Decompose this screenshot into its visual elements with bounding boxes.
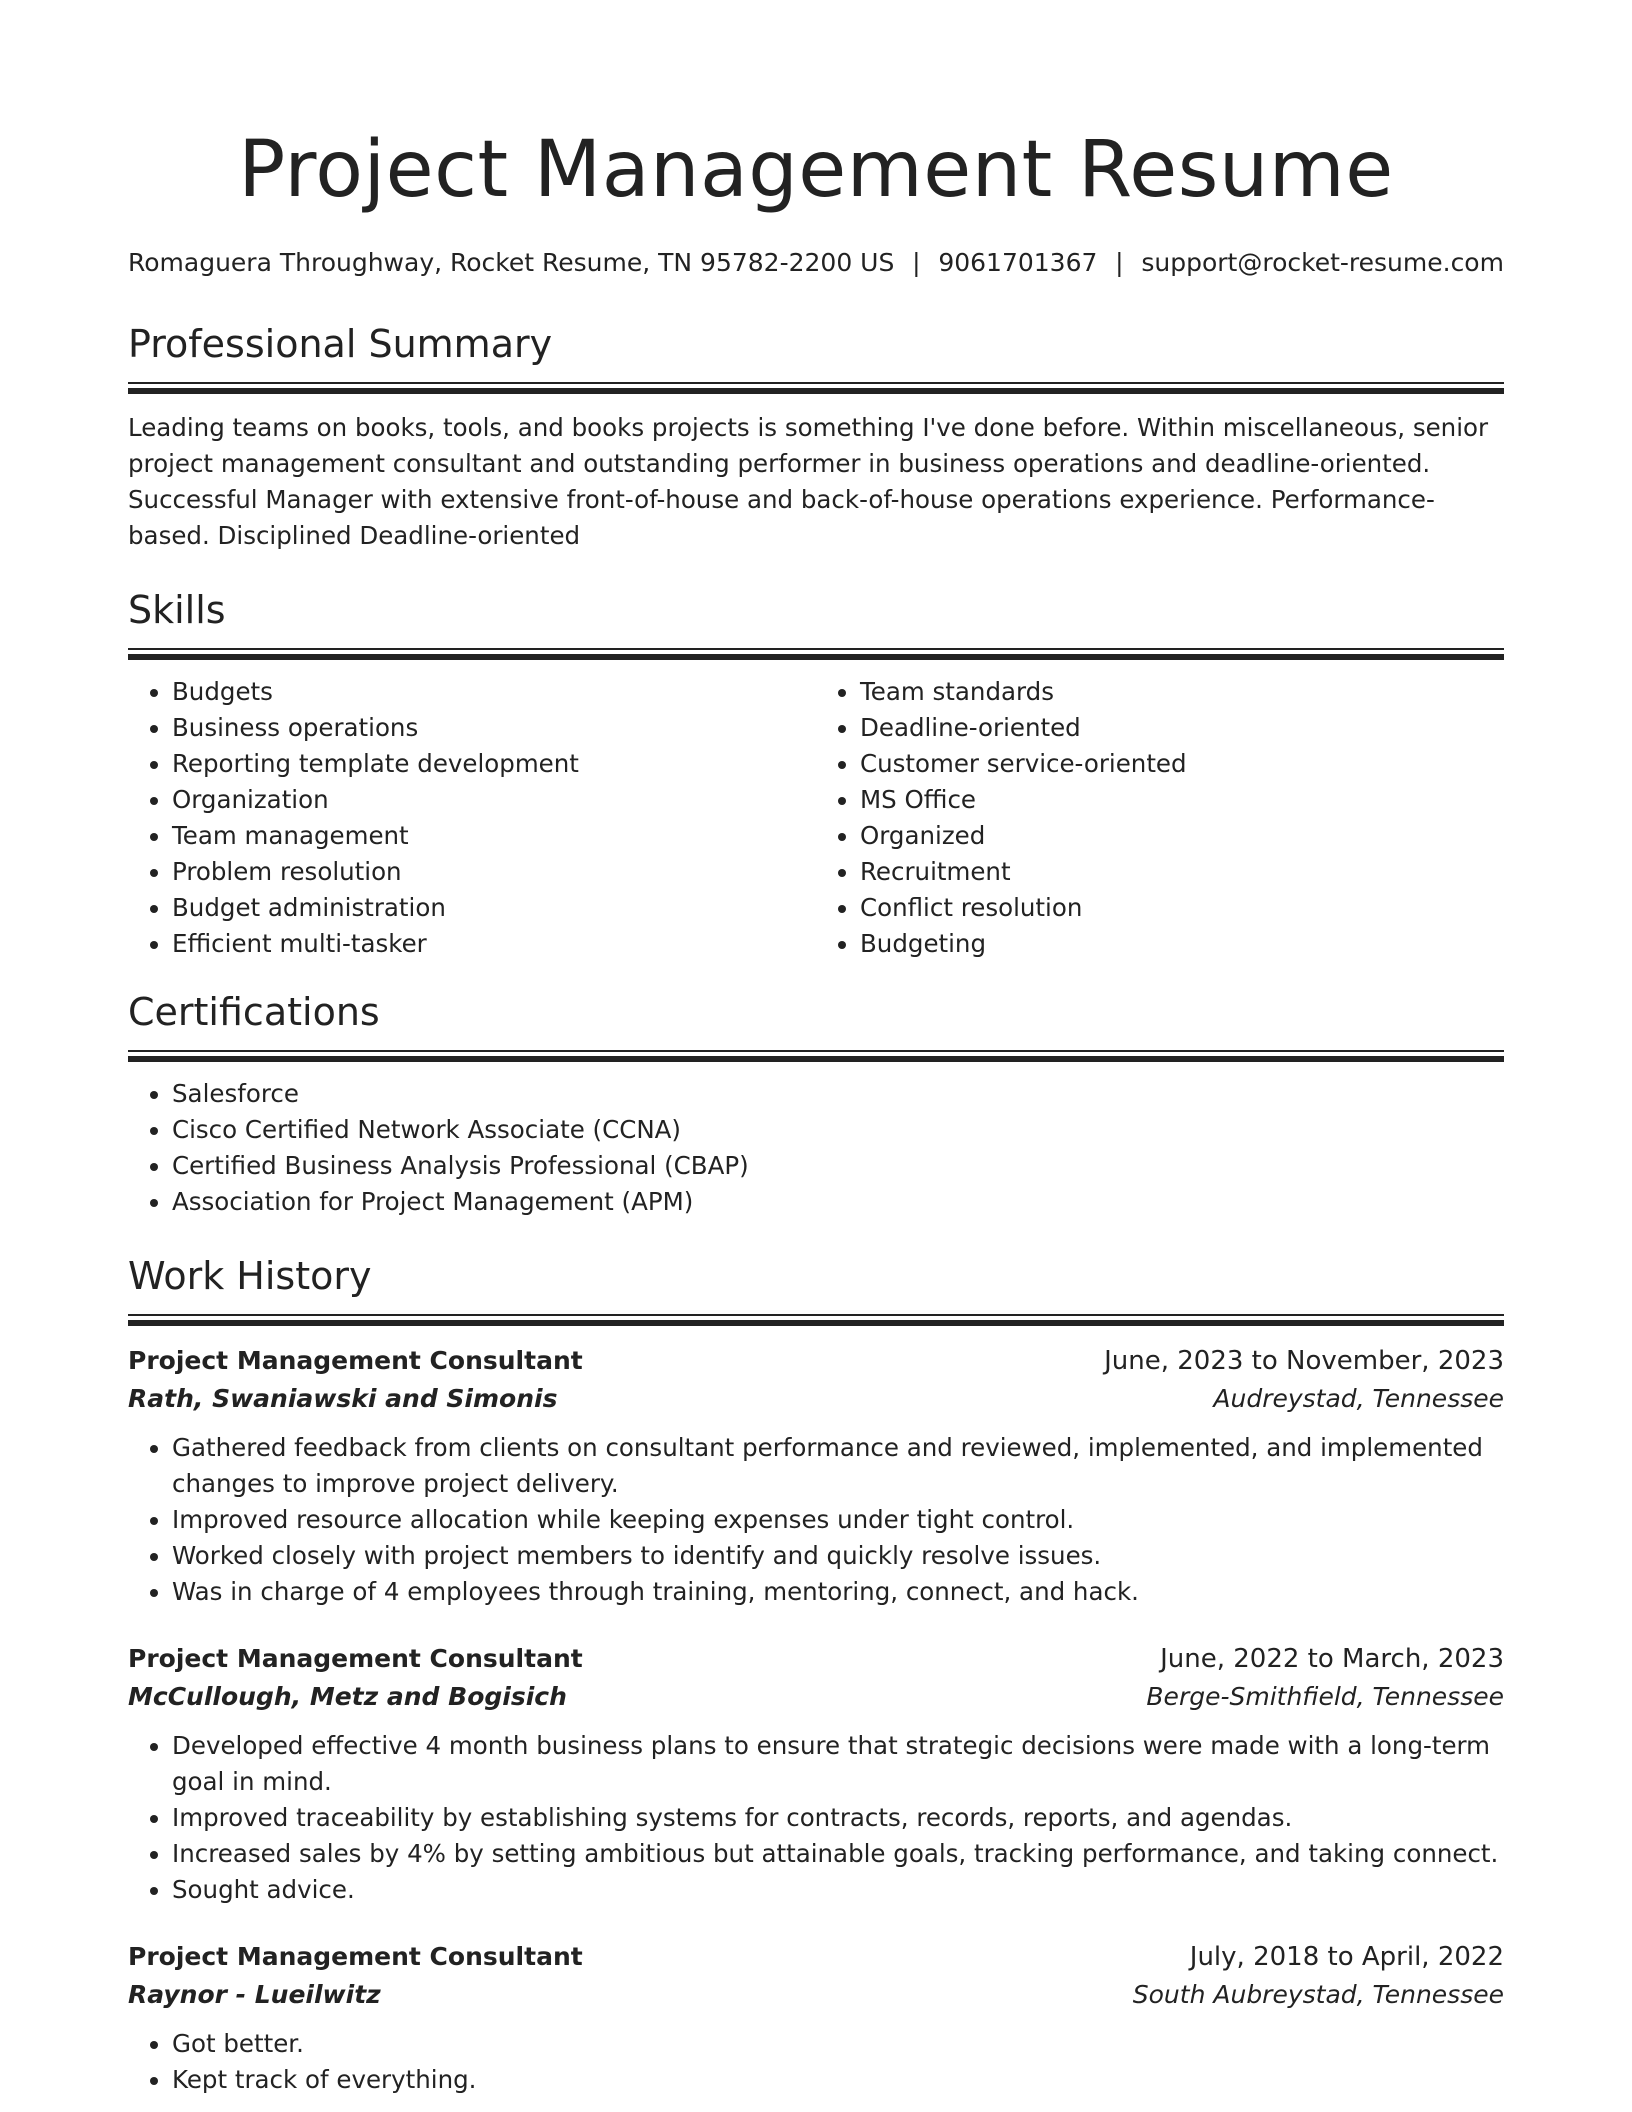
contact-phone: 9061701367	[938, 248, 1098, 277]
job-dates: July, 2018 to April, 2022	[1189, 1942, 1504, 1972]
list-item: • Kept track of everything.	[172, 2062, 1504, 2098]
job-bullets	[128, 1430, 1504, 1610]
job-header	[128, 1640, 1504, 1678]
job-header	[128, 1342, 1504, 1380]
contact-separator: |	[912, 248, 921, 277]
list-item: • Improved traceability by establishing systems for contracts, records, reports, and agendas.	[172, 1800, 1504, 1836]
contact-email: support@rocket-resume.com	[1141, 248, 1504, 277]
job-subheader	[128, 1678, 1504, 1716]
list-item: • Improved resource allocation while keeping expenses under tight control.	[172, 1502, 1504, 1538]
list-item: • Sought advice.	[172, 1872, 1504, 1908]
list-item: • Increased sales by 4% by setting ambitious but attainable goals, tracking performance, and taking connect.	[172, 1836, 1504, 1872]
contact-separator: |	[1115, 248, 1124, 277]
list-item: • Budgeting	[860, 926, 1504, 962]
list-item: • Certified Business Analysis Professional (CBAP)	[172, 1148, 1504, 1184]
section-rule	[128, 1050, 1504, 1052]
list-item: • Salesforce	[172, 1076, 1504, 1112]
section-heading-summary: Professional Summary	[128, 322, 553, 366]
list-item: • Efficient multi-tasker	[172, 926, 816, 962]
summary-section	[128, 320, 1504, 554]
job-title: Project Management Consultant	[128, 1942, 583, 1971]
contact-line	[128, 246, 1504, 280]
job-entry	[128, 1640, 1504, 1908]
job-location: South Aubreystad, Tennessee	[1132, 1980, 1504, 2009]
list-item: • Problem resolution	[172, 854, 816, 890]
job-company: Raynor - Lueilwitz	[128, 1980, 381, 2009]
section-rule	[128, 382, 1504, 384]
list-item: • Got better.	[172, 2026, 1504, 2062]
job-dates: June, 2022 to March, 2023	[1160, 1644, 1504, 1674]
job-entry	[128, 1938, 1504, 2098]
list-item: • Was in charge of 4 employees through training, mentoring, connect, and hack.	[172, 1574, 1504, 1610]
job-subheader	[128, 1976, 1504, 2014]
list-item: • Conflict resolution	[860, 890, 1504, 926]
list-item: • Customer service-oriented	[860, 746, 1504, 782]
list-item: • Association for Project Management (APM)	[172, 1184, 1504, 1220]
skills-list-right	[816, 674, 1504, 962]
list-item: • Organization	[172, 782, 816, 818]
list-item: • Deadline-oriented	[860, 710, 1504, 746]
section-rule	[128, 388, 1504, 394]
list-item: • Reporting template development	[172, 746, 816, 782]
work-history-section	[128, 1252, 1504, 2098]
section-rule	[128, 1320, 1504, 1326]
job-bullets	[128, 2026, 1504, 2098]
job-subheader	[128, 1380, 1504, 1418]
section-rule	[128, 1056, 1504, 1062]
job-header	[128, 1938, 1504, 1976]
certifications-section	[128, 988, 1504, 1220]
certifications-list	[128, 1076, 1504, 1220]
list-item: • MS Office	[860, 782, 1504, 818]
list-item: • Organized	[860, 818, 1504, 854]
list-item: • Worked closely with project members to identify and quickly resolve issues.	[172, 1538, 1504, 1574]
summary-text: Leading teams on books, tools, and books projects is something I've done before. Within miscellaneous, senior project management consultant and outstanding performer in business operations and deadline-oriented. Successful Manager with extensive front-of-house and back-of-house operations experience. Performance-based. Disciplined Deadline-oriented	[128, 413, 1489, 550]
section-rule	[128, 1314, 1504, 1316]
job-entry	[128, 1342, 1504, 1610]
skills-columns	[128, 674, 1504, 962]
section-heading-certifications: Certifications	[128, 990, 380, 1034]
list-item: • Business operations	[172, 710, 816, 746]
job-title: Project Management Consultant	[128, 1346, 583, 1375]
contact-address: Romaguera Throughway, Rocket Resume, TN 95782-2200 US	[128, 248, 895, 277]
job-title: Project Management Consultant	[128, 1644, 583, 1673]
list-item: • Developed effective 4 month business plans to ensure that strategic decisions were made with a long-term goal in mind.	[172, 1728, 1504, 1800]
section-heading-skills: Skills	[128, 588, 226, 632]
job-location: Audreystad, Tennessee	[1213, 1384, 1504, 1413]
section-heading-work: Work History	[128, 1254, 372, 1298]
list-item: • Budget administration	[172, 890, 816, 926]
list-item: • Budgets	[172, 674, 816, 710]
job-dates: June, 2023 to November, 2023	[1104, 1346, 1504, 1376]
list-item: • Team standards	[860, 674, 1504, 710]
list-item: • Team management	[172, 818, 816, 854]
section-rule	[128, 654, 1504, 660]
job-bullets	[128, 1728, 1504, 1908]
list-item: • Gathered feedback from clients on consultant performance and reviewed, implemented, and implemented changes to improve project delivery.	[172, 1430, 1504, 1502]
list-item: • Cisco Certified Network Associate (CCNA)	[172, 1112, 1504, 1148]
list-item: • Recruitment	[860, 854, 1504, 890]
section-rule	[128, 648, 1504, 650]
job-company: McCullough, Metz and Bogisich	[128, 1682, 567, 1711]
skills-list-left	[128, 674, 816, 962]
page-title: Project Management Resume	[238, 125, 1394, 215]
skills-section	[128, 586, 1504, 962]
job-company: Rath, Swaniawski and Simonis	[128, 1384, 558, 1413]
job-location: Berge-Smithfield, Tennessee	[1146, 1682, 1504, 1711]
